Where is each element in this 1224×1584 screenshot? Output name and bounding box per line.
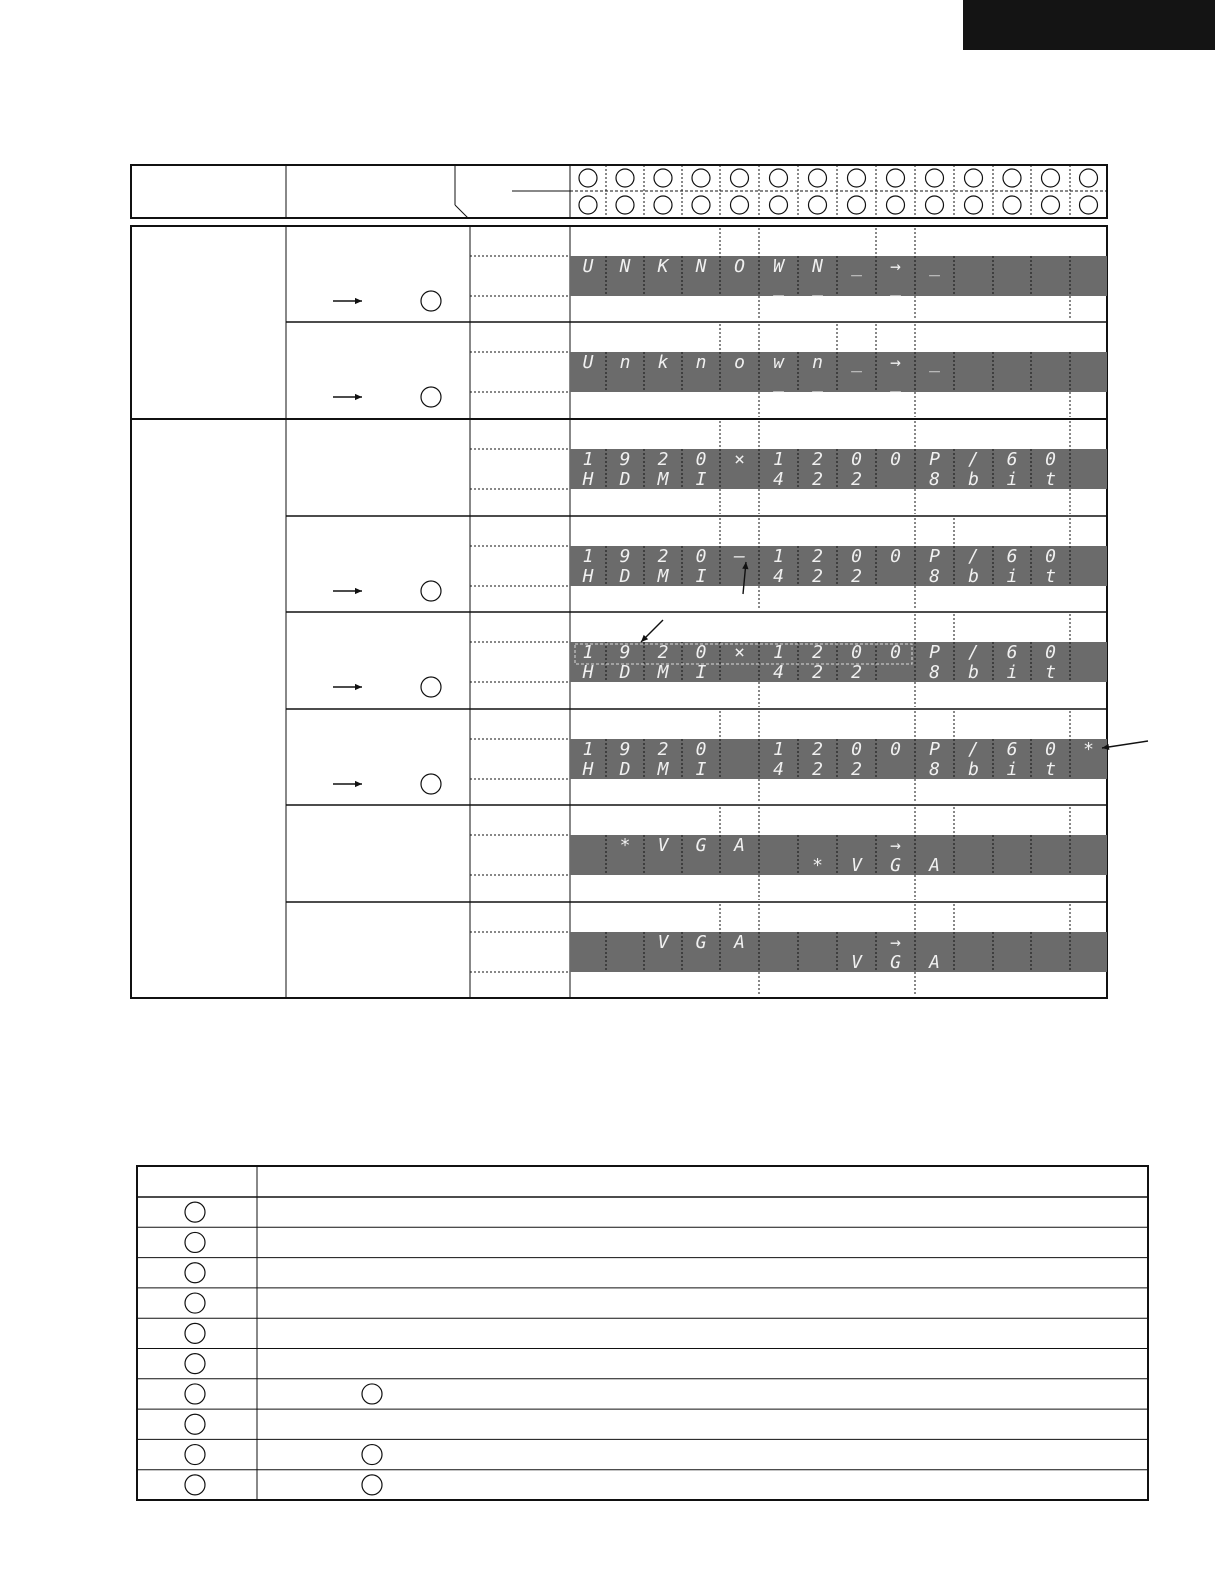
column-number-circle-bottom bbox=[654, 196, 672, 214]
lcd-char-top: 2 bbox=[812, 449, 823, 470]
step-marker-circle bbox=[421, 677, 441, 697]
lcd-char-top: / bbox=[968, 642, 979, 663]
lcd-char-bottom: t bbox=[1045, 662, 1056, 683]
lcd-char-top: n bbox=[619, 352, 631, 373]
lcd-char-bottom: I bbox=[695, 759, 707, 780]
lcd-char-bottom: _ bbox=[890, 372, 901, 393]
lcd-char-bottom: 8 bbox=[929, 469, 940, 490]
lcd-char-top: N bbox=[812, 256, 823, 277]
column-number-circle-top bbox=[616, 169, 634, 187]
lcd-char-bottom: _ bbox=[773, 276, 784, 297]
lcd-char-top: G bbox=[695, 932, 707, 953]
lcd-char-bottom: H bbox=[582, 759, 594, 780]
lcd-char-bottom: 2 bbox=[812, 469, 823, 490]
step-marker-circle bbox=[421, 774, 441, 794]
lcd-char-bottom: 2 bbox=[812, 566, 823, 587]
lcd-char-top: N bbox=[695, 256, 707, 277]
lcd-char-top: 2 bbox=[812, 642, 823, 663]
lcd-char-bottom: I bbox=[695, 469, 707, 490]
column-number-circle-top bbox=[926, 169, 944, 187]
lcd-char-bottom: _ bbox=[773, 372, 784, 393]
lcd-char-bottom: t bbox=[1045, 469, 1056, 490]
lcd-char-top: → bbox=[890, 256, 901, 277]
lcd-char-bottom: i bbox=[1006, 759, 1018, 780]
lcd-char-top: – bbox=[734, 546, 745, 567]
lcd-display-band bbox=[570, 256, 1107, 296]
lcd-char-bottom: t bbox=[1045, 759, 1056, 780]
lcd-char-top: n bbox=[695, 352, 707, 373]
legend-box bbox=[137, 1166, 1148, 1500]
legend-number-circle bbox=[185, 1293, 205, 1313]
lcd-char-bottom: t bbox=[1045, 566, 1056, 587]
step-marker-circle bbox=[421, 581, 441, 601]
lcd-char-top: 1 bbox=[773, 739, 784, 760]
lcd-char-bottom: b bbox=[968, 759, 979, 780]
legend-number-circle bbox=[185, 1263, 205, 1283]
legend-number-circle bbox=[185, 1354, 205, 1374]
lcd-char-bottom: i bbox=[1006, 662, 1018, 683]
lcd-char-top: 1 bbox=[582, 739, 594, 760]
lcd-display-band bbox=[570, 739, 1107, 779]
lcd-char-top: 6 bbox=[1006, 546, 1018, 567]
lcd-char-bottom: * bbox=[812, 855, 823, 876]
lcd-char-top: n bbox=[812, 352, 823, 373]
lcd-char-top: 1 bbox=[582, 642, 594, 663]
lcd-char-top: 1 bbox=[773, 449, 784, 470]
lcd-char-bottom: H bbox=[582, 469, 594, 490]
lcd-char-top: 9 bbox=[619, 739, 631, 760]
lcd-char-top: 0 bbox=[1045, 739, 1056, 760]
lcd-char-bottom: D bbox=[619, 662, 631, 683]
lcd-char-top: P bbox=[929, 642, 940, 663]
lcd-char-bottom: 4 bbox=[773, 566, 784, 587]
lcd-char-bottom: b bbox=[968, 662, 979, 683]
lcd-char-top: 0 bbox=[890, 739, 901, 760]
column-number-circle-top bbox=[1003, 169, 1021, 187]
lcd-char-top: 0 bbox=[1045, 642, 1056, 663]
legend-number-circle bbox=[185, 1445, 205, 1465]
column-number-circle-bottom bbox=[1003, 196, 1021, 214]
lcd-char-bottom: _ bbox=[812, 276, 823, 297]
lcd-char-top: _ bbox=[851, 352, 862, 373]
lcd-char-bottom: H bbox=[582, 662, 594, 683]
lcd-char-top: w bbox=[773, 352, 784, 373]
lcd-display-band bbox=[570, 835, 1107, 875]
legend-number-circle bbox=[185, 1475, 205, 1495]
lcd-char-top: G bbox=[695, 835, 707, 856]
lcd-display-band bbox=[570, 449, 1107, 489]
lcd-char-top: 2 bbox=[657, 449, 669, 470]
column-number-circle-bottom bbox=[887, 196, 905, 214]
lcd-char-top: V bbox=[657, 932, 669, 953]
lcd-char-bottom: 2 bbox=[851, 662, 862, 683]
lcd-char-top: 0 bbox=[695, 739, 707, 760]
lcd-char-top: P bbox=[929, 739, 940, 760]
column-number-circle-bottom bbox=[770, 196, 788, 214]
lcd-char-bottom: 2 bbox=[812, 662, 823, 683]
lcd-char-bottom: A bbox=[929, 952, 940, 973]
lcd-char-top: O bbox=[734, 256, 745, 277]
lcd-char-top: o bbox=[734, 352, 745, 373]
lcd-char-top: × bbox=[734, 449, 745, 470]
lcd-char-top: 9 bbox=[619, 642, 631, 663]
lcd-char-bottom: i bbox=[1006, 469, 1018, 490]
lcd-char-top: W bbox=[773, 256, 784, 277]
lcd-char-top: 0 bbox=[1045, 546, 1056, 567]
column-number-circle-bottom bbox=[616, 196, 634, 214]
lcd-char-bottom: 8 bbox=[929, 566, 940, 587]
lcd-char-top: N bbox=[619, 256, 631, 277]
step-arrow-head bbox=[355, 588, 362, 594]
lcd-char-top: 0 bbox=[695, 546, 707, 567]
lcd-char-bottom: 2 bbox=[851, 469, 862, 490]
legend-number-circle bbox=[185, 1232, 205, 1252]
lcd-char-top: 2 bbox=[657, 546, 669, 567]
lcd-char-top: 6 bbox=[1006, 449, 1018, 470]
lcd-char-top: 0 bbox=[695, 449, 707, 470]
lcd-char-top: * bbox=[619, 835, 631, 856]
column-number-circle-bottom bbox=[692, 196, 710, 214]
legend-number-circle bbox=[185, 1202, 205, 1222]
step-arrow-head bbox=[355, 781, 362, 787]
lcd-char-top: → bbox=[890, 932, 901, 953]
lcd-char-bottom: 4 bbox=[773, 662, 784, 683]
lcd-char-top: P bbox=[929, 449, 940, 470]
lcd-char-top: U bbox=[582, 256, 594, 277]
legend-number-circle bbox=[185, 1323, 205, 1343]
column-number-circle-top bbox=[579, 169, 597, 187]
column-number-circle-top bbox=[654, 169, 672, 187]
lcd-char-top: 9 bbox=[619, 546, 631, 567]
lcd-char-top: A bbox=[734, 835, 745, 856]
lcd-char-top: _ bbox=[929, 256, 940, 277]
lcd-char-top: 6 bbox=[1006, 739, 1018, 760]
lcd-char-bottom: b bbox=[968, 566, 979, 587]
legend-inline-marker-circle bbox=[362, 1445, 382, 1465]
lcd-char-bottom: D bbox=[619, 566, 631, 587]
lcd-char-bottom: G bbox=[890, 952, 901, 973]
column-number-circle-top bbox=[965, 169, 983, 187]
lcd-char-bottom: 2 bbox=[812, 759, 823, 780]
lcd-char-top: 0 bbox=[1045, 449, 1056, 470]
lcd-char-bottom: D bbox=[619, 759, 631, 780]
lcd-char-top: → bbox=[890, 352, 901, 373]
lcd-char-bottom: 8 bbox=[929, 759, 940, 780]
lcd-char-top: V bbox=[657, 835, 669, 856]
lcd-char-bottom: V bbox=[851, 952, 862, 973]
column-number-circle-top bbox=[1042, 169, 1060, 187]
lcd-char-top: U bbox=[582, 352, 594, 373]
lcd-char-top: 1 bbox=[582, 449, 594, 470]
lcd-char-top: × bbox=[734, 642, 745, 663]
column-number-circle-top bbox=[770, 169, 788, 187]
column-number-circle-bottom bbox=[731, 196, 749, 214]
lcd-char-top: 6 bbox=[1006, 642, 1018, 663]
lcd-char-top: * bbox=[1083, 739, 1094, 760]
column-number-circle-top bbox=[848, 169, 866, 187]
lcd-char-top: 2 bbox=[812, 739, 823, 760]
column-number-circle-top bbox=[887, 169, 905, 187]
lcd-char-bottom: _ bbox=[890, 276, 901, 297]
column-number-circle-top bbox=[1080, 169, 1098, 187]
column-number-circle-bottom bbox=[965, 196, 983, 214]
step-arrow-head bbox=[355, 684, 362, 690]
lcd-char-top: 0 bbox=[890, 546, 901, 567]
lcd-char-bottom: I bbox=[695, 662, 707, 683]
lcd-char-bottom: i bbox=[1006, 566, 1018, 587]
lcd-display-band bbox=[570, 546, 1107, 586]
lcd-display-band bbox=[570, 932, 1107, 972]
column-number-circle-top bbox=[809, 169, 827, 187]
lcd-char-bottom: D bbox=[619, 469, 631, 490]
lcd-char-top: 0 bbox=[851, 546, 862, 567]
lcd-char-top: 1 bbox=[582, 546, 594, 567]
lcd-char-bottom: M bbox=[657, 566, 669, 587]
column-number-circle-top bbox=[692, 169, 710, 187]
lcd-char-bottom: M bbox=[657, 759, 669, 780]
lcd-char-top: 2 bbox=[657, 642, 669, 663]
lcd-char-bottom: 8 bbox=[929, 662, 940, 683]
column-number-circle-top bbox=[731, 169, 749, 187]
legend-inline-marker-circle bbox=[362, 1475, 382, 1495]
column-number-circle-bottom bbox=[579, 196, 597, 214]
lcd-char-top: P bbox=[929, 546, 940, 567]
lcd-char-top: / bbox=[968, 449, 979, 470]
lcd-char-bottom: 2 bbox=[851, 759, 862, 780]
step-marker-circle bbox=[421, 291, 441, 311]
lcd-char-top: 2 bbox=[657, 739, 669, 760]
lcd-char-top: 1 bbox=[773, 546, 784, 567]
lcd-char-top: 0 bbox=[851, 449, 862, 470]
lcd-char-top: 0 bbox=[890, 642, 901, 663]
column-number-circle-bottom bbox=[926, 196, 944, 214]
step-marker-circle bbox=[421, 387, 441, 407]
lcd-char-bottom: A bbox=[929, 855, 940, 876]
legend-inline-marker-circle bbox=[362, 1384, 382, 1404]
lcd-display-band bbox=[570, 352, 1107, 392]
lcd-char-bottom: 4 bbox=[773, 469, 784, 490]
lcd-char-top: _ bbox=[851, 256, 862, 277]
lcd-char-bottom: H bbox=[582, 566, 594, 587]
lcd-char-top: → bbox=[890, 835, 901, 856]
legend-number-circle bbox=[185, 1414, 205, 1434]
lcd-char-top: 0 bbox=[890, 449, 901, 470]
lcd-char-bottom: M bbox=[657, 662, 669, 683]
lcd-char-bottom: b bbox=[968, 469, 979, 490]
column-number-circle-bottom bbox=[1080, 196, 1098, 214]
lcd-char-top: 0 bbox=[695, 642, 707, 663]
lcd-char-top: k bbox=[657, 352, 669, 373]
lcd-char-bottom: V bbox=[851, 855, 862, 876]
lcd-char-bottom: M bbox=[657, 469, 669, 490]
lcd-char-top: 9 bbox=[619, 449, 631, 470]
step-arrow-head bbox=[355, 298, 362, 304]
lcd-display-band bbox=[570, 642, 1107, 682]
legend-number-circle bbox=[185, 1384, 205, 1404]
lcd-char-bottom: I bbox=[695, 566, 707, 587]
lcd-char-top: 0 bbox=[851, 642, 862, 663]
column-number-circle-bottom bbox=[1042, 196, 1060, 214]
lcd-char-bottom: 2 bbox=[851, 566, 862, 587]
step-arrow-head bbox=[355, 394, 362, 400]
header-slant bbox=[455, 205, 468, 218]
lcd-char-bottom: G bbox=[890, 855, 901, 876]
lcd-char-top: 0 bbox=[851, 739, 862, 760]
lcd-char-top: / bbox=[968, 739, 979, 760]
lcd-char-top: 2 bbox=[812, 546, 823, 567]
lcd-char-top: K bbox=[657, 256, 669, 277]
lcd-char-bottom: _ bbox=[812, 372, 823, 393]
lcd-char-top: _ bbox=[929, 352, 940, 373]
lcd-char-bottom: 4 bbox=[773, 759, 784, 780]
lcd-char-top: / bbox=[968, 546, 979, 567]
column-number-circle-bottom bbox=[809, 196, 827, 214]
lcd-char-top: 1 bbox=[773, 642, 784, 663]
column-number-circle-bottom bbox=[848, 196, 866, 214]
lcd-char-top: A bbox=[734, 932, 745, 953]
